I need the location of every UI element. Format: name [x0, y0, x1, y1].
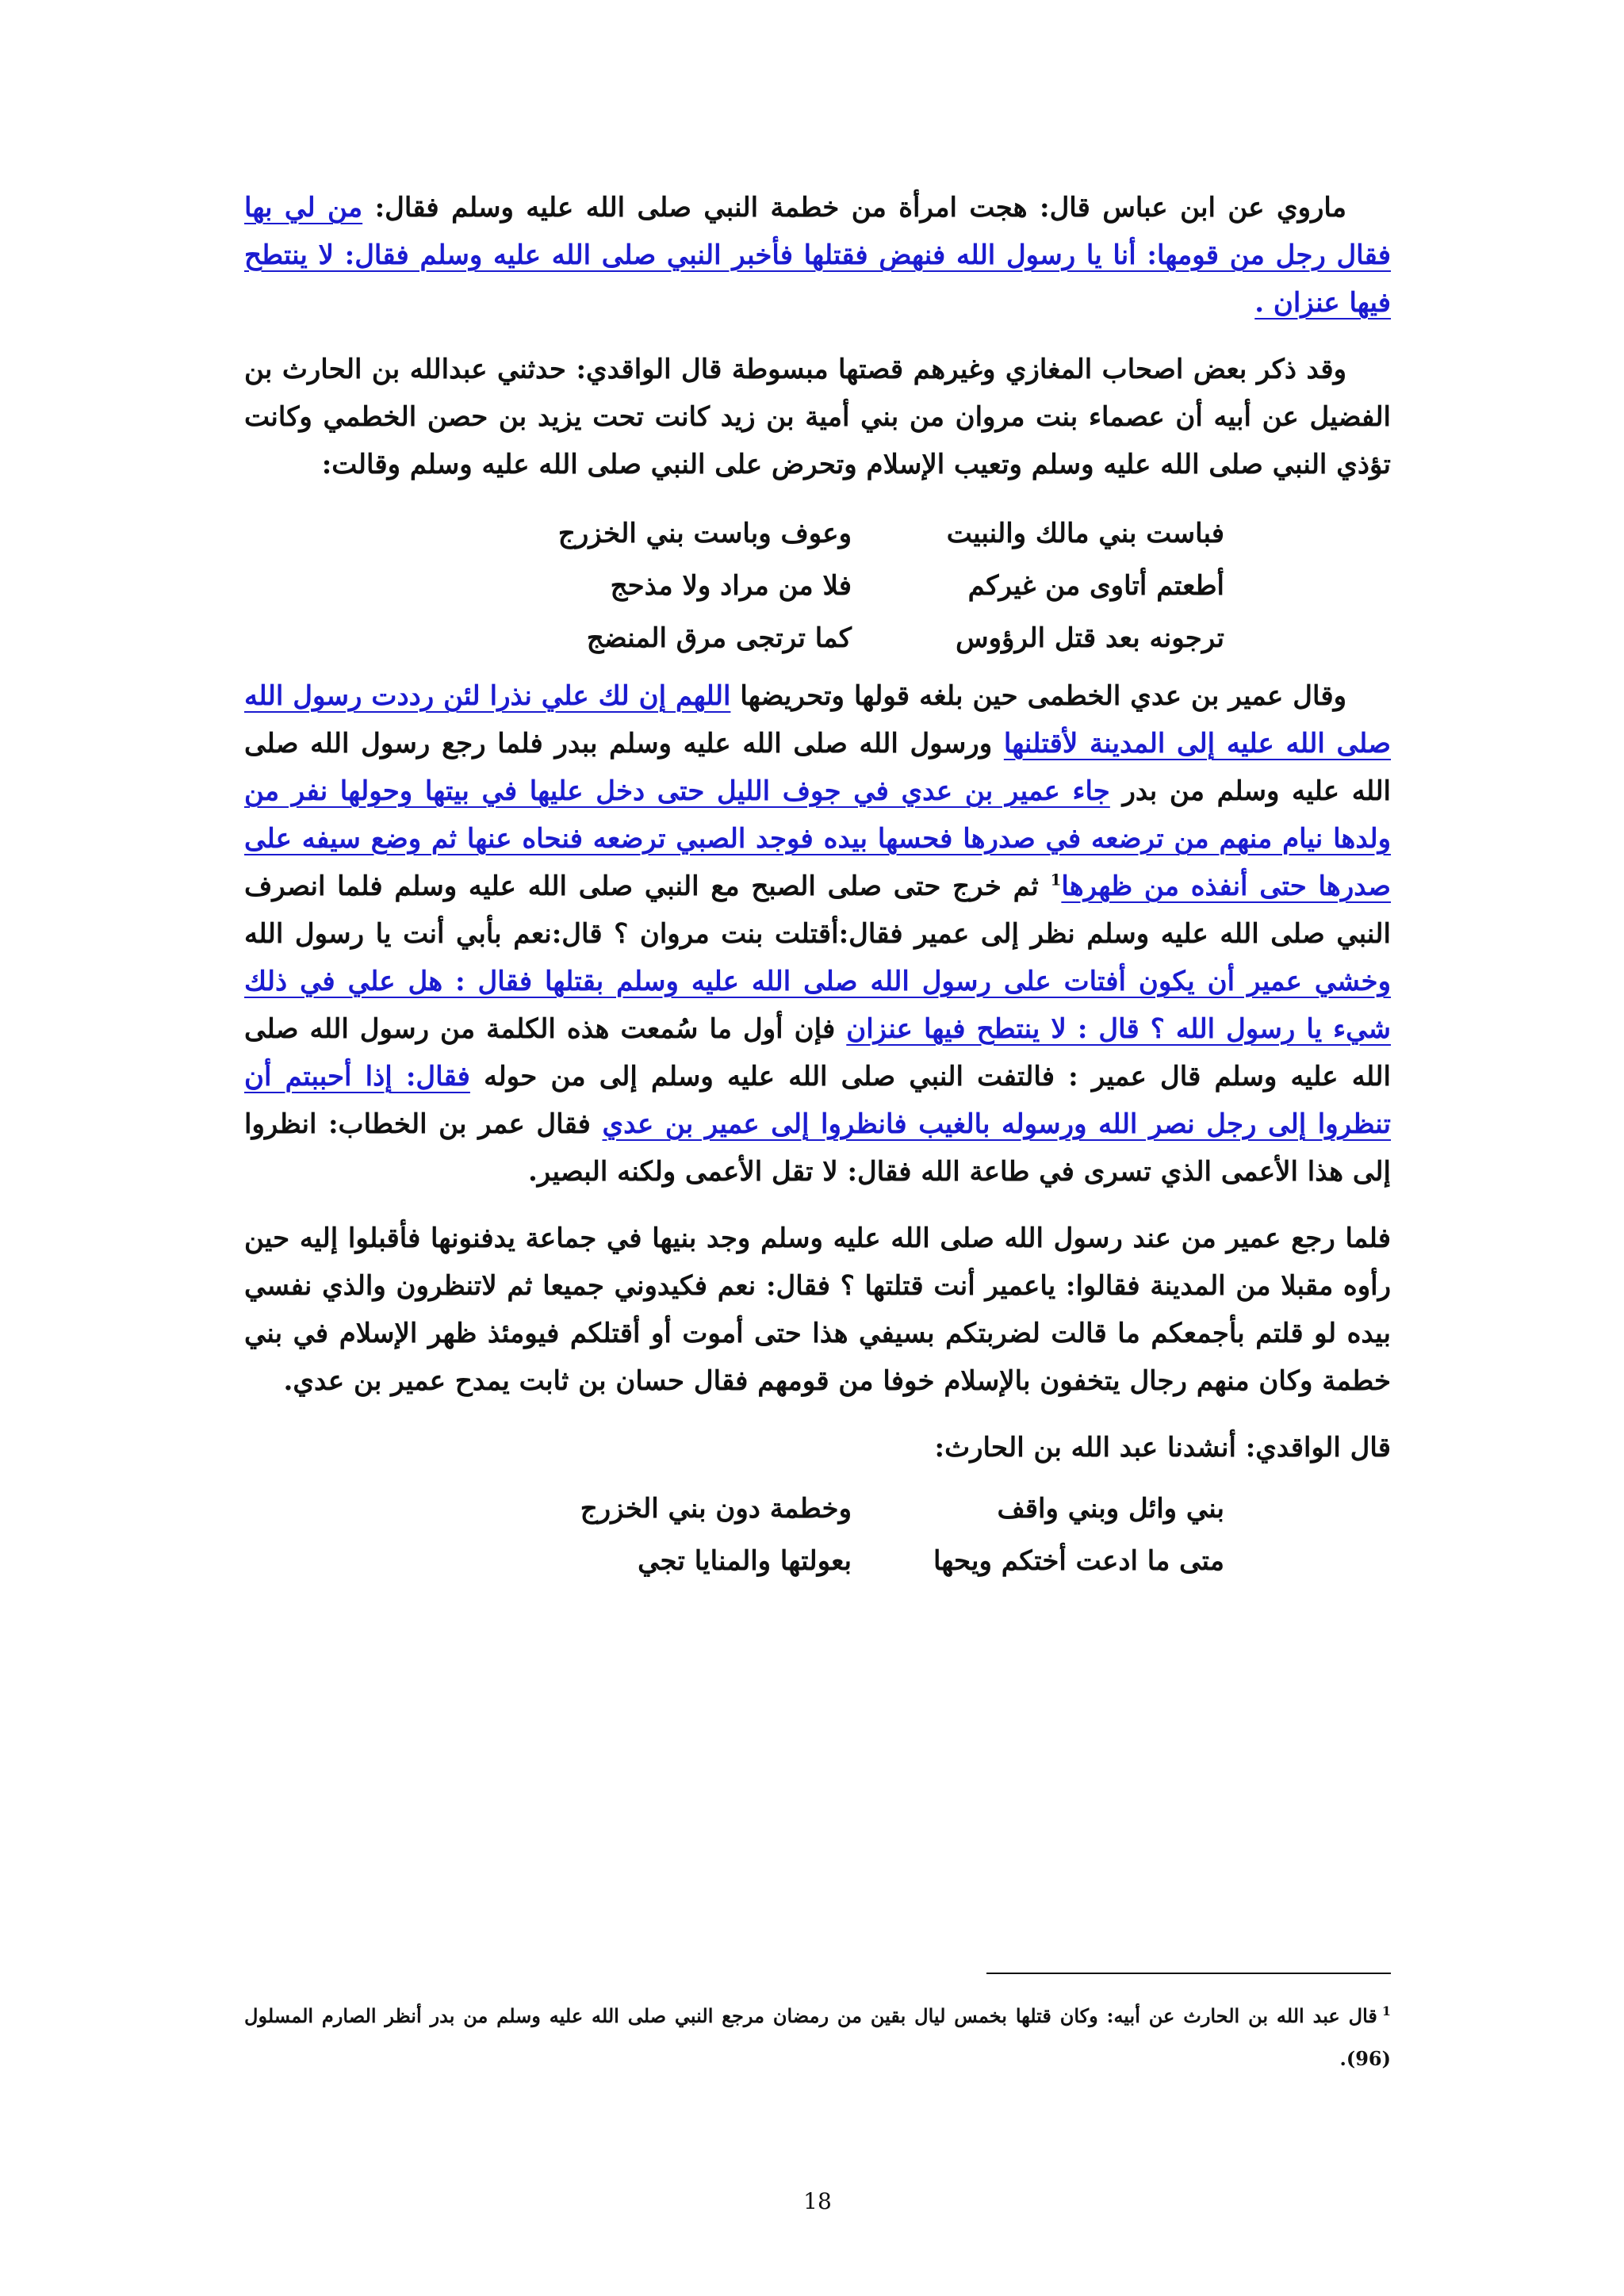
poem-2-verse — [244, 1483, 1391, 1535]
poem-1-verse-3-first-hemistich: ترجونه بعد قتل الرؤوس — [956, 622, 1224, 654]
poem-1-verse-2-first-hemistich: أطعتم أتاوى من غيركم — [967, 570, 1224, 602]
paragraph-5 — [244, 1424, 1391, 1471]
paragraph-2 — [244, 346, 1391, 488]
p3-highlight-vow: اللهم إن لك علي نذرا لئن رددت رسول الله صلى الله عليه إلى المدينة لأقتلنها — [244, 680, 1392, 760]
footnote-text: قال عبد الله بن الحارث عن أبيه: وكان قتلها بخمس ليال بقين من رمضان مرجع النبي صلى الله عليه وسلم من بدر أنظر الصارم المسلول (96). — [244, 2004, 1391, 2070]
p3-text-i: فقال عمر بن الخطاب: انظروا إلى هذا الأعمى الذي تسرى في طاعة الله فقال: لا تقل الأعمى ولكنه البصير. — [244, 1108, 1391, 1188]
poem-1-verse — [244, 612, 1391, 664]
p2-text: وقد ذكر بعض اصحاب المغازي وغيرهم قصتها مبسوطة قال الواقدي: حدثني عبدالله بن الحارث بن الفضيل عن أبيه أن عصماء بنت مروان من بني أمية بن زيد كانت تحت يزيد بن حصن الخطمي وكانت تؤذي النبي صلى الله عليه وسلم وتعيب الإسلام وتحرض على النبي صلى الله عليه وسلم وقالت: — [244, 354, 1391, 480]
footnote — [244, 1990, 1391, 2080]
poem-2 — [244, 1483, 1391, 1587]
poem-1-verse — [244, 507, 1391, 560]
poem-1 — [244, 507, 1391, 664]
poem-1-verse — [244, 560, 1391, 612]
poem-2-verse-1-second-hemistich: وخطمة دون بني الخزرج — [580, 1493, 852, 1525]
poem-2-verse — [244, 1535, 1391, 1587]
p1-text: ماروي عن ابن عباس قال: هجت امرأة من خطمة النبي صلى الله عليه وسلم فقال: — [362, 192, 1346, 224]
p5-text: قال الواقدي: أنشدنا عبد الله بن الحارث: — [934, 1432, 1391, 1464]
p3-text-e: ثم خرج حتى صلى الصبح مع النبي صلى الله عليه وسلم فلما انصرف النبي صلى الله عليه وسلم نظر إلى عمير فقال:أقتلت بنت مروان ؟ قال:نعم بأبي أنت يا رسول الله — [244, 871, 1391, 950]
paragraph-1 — [244, 184, 1391, 327]
poem-2-verse-2-first-hemistich: متى ما ادعت أختكم ويحها — [933, 1545, 1224, 1577]
poem-2-verse-2-second-hemistich: بعولتها والمنايا تجي — [638, 1545, 852, 1577]
poem-1-verse-3-second-hemistich: كما ترتجى مرق المنضج — [586, 622, 852, 654]
p3-text-g: فإن أول ما سُمعت هذه الكلمة من رسول الله صلى الله عليه وسلم قال عمير : فالتفت النبي صلى الله عليه وسلم إلى من حوله — [244, 1013, 1391, 1093]
p3-highlight-praise: فقال: إذا أحببتم أن تنظروا إلى رجل نصر الله ورسوله بالغيب فانظروا إلى عمير بن عدي — [244, 1061, 1391, 1140]
paragraph-3 — [244, 672, 1391, 1196]
poem-1-verse-1-first-hemistich: فباست بني مالك والنبيت — [946, 518, 1224, 549]
p3-highlight-question: وخشي عمير أن يكون أفتات على رسول الله صلى الله عليه وسلم بقتلها فقال : هل علي في ذلك شيء يا رسول الله ؟ قال : لا ينتطح فيها عنزان — [244, 966, 1391, 1045]
p3-text-c: ورسول الله صلى الله عليه وسلم ببدر فلما رجع رسول الله صلى الله عليه وسلم من بدر — [244, 728, 1391, 807]
p1-highlight: من لي بها فقال رجل من قومها: أنا يا رسول الله فنهض فقتلها فأخبر النبي صلى الله عليه وسلم فقال: لا ينتطح فيها عنزان . — [244, 192, 1391, 319]
footnote-reference[interactable]: 1 — [1050, 870, 1062, 890]
footnote-number: 1 — [1381, 2003, 1391, 2019]
poem-2-verse-1-first-hemistich: بني وائل وبني واقف — [997, 1493, 1224, 1525]
page-number: 18 — [803, 2188, 832, 2214]
poem-1-verse-2-second-hemistich: فلا من مراد ولا مذحج — [610, 570, 852, 602]
page-body — [244, 184, 1391, 2245]
poem-1-verse-1-second-hemistich: وعوف وباست بني الخزرج — [557, 518, 852, 549]
p3-highlight-night: جاء عمير بن عدي في جوف الليل حتى دخل عليها في بيتها وحولها نفر من ولدها نيام منهم من ترضعه في صدرها فحسها بيده فوجد الصبي ترضعه فنحاه عنها ثم وضع سيفه على صدرها حتى أنفذه من ظهرها — [244, 775, 1391, 902]
footnote-separator — [986, 1973, 1391, 1974]
p4-text: فلما رجع عمير من عند رسول الله صلى الله عليه وسلم وجد بنيها في جماعة يدفنونها فأقبلوا إليه حين رأوه مقبلا من المدينة فقالوا: ياعمير أنت قتلتها ؟ فقال: نعم فكيدوني جميعا ثم لاتنظرون والذي نفسي بيده لو قلتم بأجمعكم ما قالت لضربتكم بسيفي هذا حتى أموت أو أقتلكم فيومئذ ظهر الإسلام في بني خطمة وكان منهم رجال يتخفون بالإسلام خوفا من قومهم فقال حسان بن ثابت يمدح عمير بن عدي. — [244, 1223, 1391, 1397]
p3-text-a: وقال عمير بن عدي الخطمى حين بلغه قولها وتحريضها — [730, 680, 1347, 712]
paragraph-4 — [244, 1215, 1391, 1405]
